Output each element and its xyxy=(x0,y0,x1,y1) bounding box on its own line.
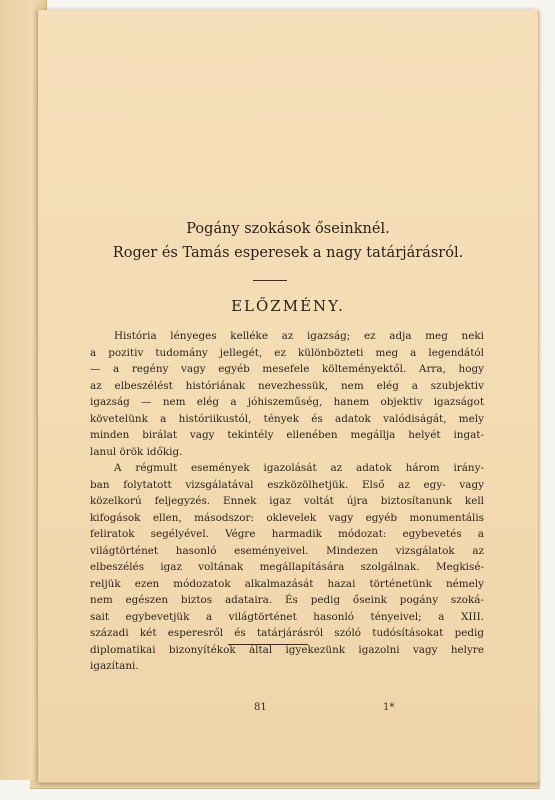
text-line: igazítani. xyxy=(90,660,139,672)
text-line: A régmult események igazolását az adatok három irány- xyxy=(114,462,484,474)
text-line: az elbeszélést históriának nevezhessük, nem elég a szubjektiv xyxy=(90,379,484,392)
text-line: elbeszélés igaz voltának megállapítására szolgálnak. Megkisé- xyxy=(90,561,484,573)
title-divider xyxy=(253,280,287,281)
body-text xyxy=(90,328,484,675)
page-title xyxy=(38,217,538,265)
text-line: minden birálat vagy tekintély ellenében megállja helyét ingat- xyxy=(90,429,484,441)
text-line: követelünk a históriikustól, tények és adatok valódiságát, mely xyxy=(90,412,484,425)
text-line: századi két esperesről és tatárjárásról szóló tudósításokat pedig xyxy=(90,627,484,639)
section-heading: ELŐZMÉNY. xyxy=(231,297,345,315)
text-line: feliratok segélyével. Végre harmadik módozat: egybevetés a xyxy=(90,528,484,540)
text-line: a pozitiv tudomány jellegét, ez különbözteti meg a legendától xyxy=(90,346,484,359)
text-line: reljük ezen módozatok alkalmazását hazai történetünk némely xyxy=(90,577,484,590)
title-line-1: Pogány szokások őseinknél. xyxy=(186,221,390,237)
page-number: 81 xyxy=(254,702,267,713)
book-page xyxy=(38,10,539,783)
text-line: világtörténet hasonló eseményeivel. Mindezen vizsgálatok az xyxy=(90,544,484,557)
text-line: — a regény vagy egyéb mesefele költeményektől. Arra, hogy xyxy=(90,363,484,375)
text-line: lanul örök időkig. xyxy=(90,445,183,458)
paragraph-2 xyxy=(90,460,484,675)
text-line: ban folytatott vizsgálatával eszközölhetjük. Első az egy- vagy xyxy=(90,478,484,491)
text-line: nem egészen biztos adataira. És pedig őseink pogány szoká- xyxy=(90,594,484,606)
text-line: kifogások ellen, másodszor: oklevelek vagy egyéb monumentális xyxy=(90,511,484,524)
text-line: diplomatikai bizonyítékok által igyekezünk igazolni vagy helyre xyxy=(90,643,484,656)
title-line-2: Roger és Tamás esperesek a nagy tatárjárásról. xyxy=(112,245,464,261)
text-line: igazság — nem elég a jóhiszeműség, hanem objektiv igazságot xyxy=(90,396,484,408)
footer-divider xyxy=(228,644,308,645)
paragraph-1 xyxy=(90,328,484,460)
text-line: sait egybevetjük a világtörténet hasonló tényeivel; a XIII. xyxy=(90,610,484,623)
text-line: História lényeges kelléke az igazság; ez adja meg neki xyxy=(114,330,484,342)
text-line: közelkorú feljegyzés. Ennek igaz voltát újra biztosítanunk kell xyxy=(90,495,484,507)
signature-mark: 1* xyxy=(383,702,395,713)
